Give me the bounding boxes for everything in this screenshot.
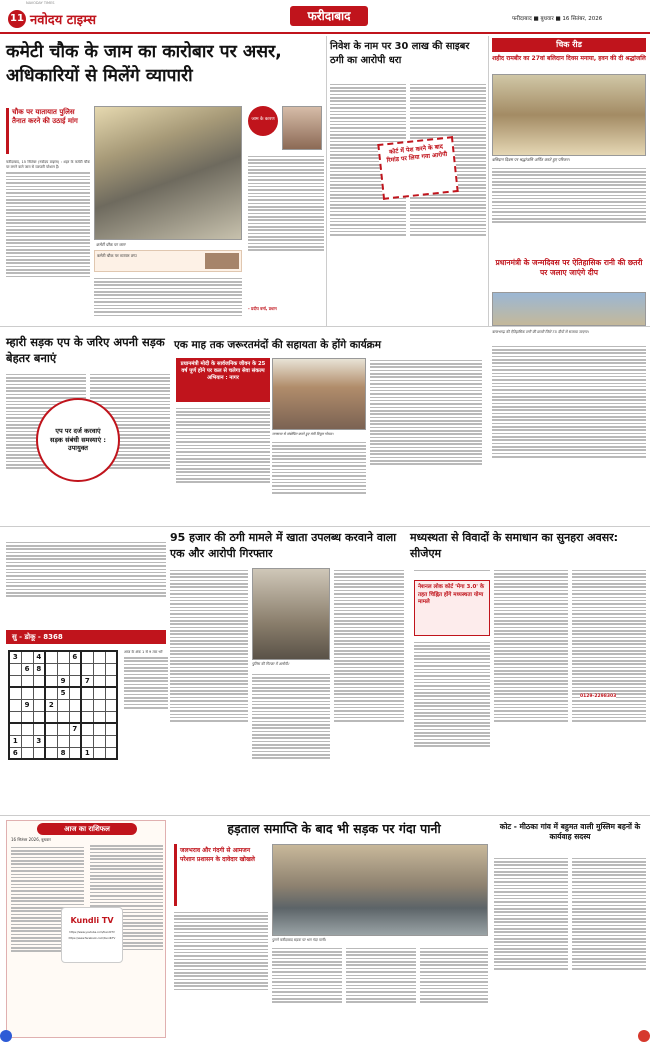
sudoku-cell: [93, 723, 105, 735]
sudoku-cell: [105, 699, 117, 711]
mediation-box-text: नेशनल लोक कोर्ट 'मेगा 3.0' के तहत चिह्नित होंगे मध्यस्थता योग्य मामले: [418, 584, 485, 605]
sudoku-row: [9, 711, 117, 723]
sudoku-cell: [33, 675, 45, 687]
checkread-caption2: बल्लभगढ़ की ऐतिहासिक रानी की छतरी जिसे 75 दीपों से सजाया जाएगा।: [492, 330, 589, 334]
sudoku-cell: [9, 723, 21, 735]
aid-headline: एक माह तक जरूरतमंदों की सहायता के होंगे कार्यक्रम: [174, 339, 381, 351]
kot-text-col2: [572, 856, 646, 1038]
sudoku-cell: [9, 699, 21, 711]
sudoku-cell: [33, 723, 45, 735]
aid-caption: जनसभा से संबोधित करते हुए मंत्री विपुल गोयल।: [272, 432, 334, 436]
sudoku-cell: [45, 651, 57, 663]
sudoku-cell: [93, 711, 105, 723]
sudoku-cell: 3: [9, 651, 21, 663]
sudoku-cell: [57, 711, 69, 723]
scam-photo: [252, 568, 330, 660]
fraud-callout-text: कोर्ट में पेश करने के बाद रिमांड पर लिया गया आरोपी: [386, 143, 448, 165]
sudoku-row: [9, 663, 117, 675]
left-low-text: [6, 540, 166, 628]
sudoku-cell: [105, 651, 117, 663]
sudoku-cell: 7: [81, 675, 93, 687]
city-badge: फरीदाबाद: [290, 6, 368, 26]
sudoku-cell: 6: [9, 747, 21, 759]
sudoku-cell: [21, 711, 33, 723]
strike-text-col3: [346, 946, 416, 1038]
brand-name: नवोदय टाइम्स: [30, 13, 97, 28]
scam-caption: पुलिस की गिरफ्त में आरोपी।: [252, 662, 290, 666]
scam-text-col3: [334, 568, 404, 808]
sudoku-cell: [21, 687, 33, 699]
scam-text-col1: [170, 568, 248, 808]
checkread-text2: [492, 344, 646, 522]
quote-name: - प्रदीप वर्मा, प्रधान: [248, 306, 277, 311]
strike-box: [174, 844, 268, 906]
sudoku-cell: 1: [9, 735, 21, 747]
scam-text-col2: [252, 672, 330, 808]
strike-headline: हड़ताल समाप्ति के बाद भी सड़क पर गंदा पानी: [227, 821, 441, 836]
sudoku-cell: [9, 687, 21, 699]
lead-inset-text: कमेटी चौक पर व्यापार ठप्प: [97, 253, 137, 258]
sudoku-row: [9, 651, 117, 663]
sudoku-cell: [81, 663, 93, 675]
sudoku-cell: [81, 651, 93, 663]
sudoku-cell: [69, 699, 81, 711]
sudoku-cell: [33, 687, 45, 699]
sudoku-cell: [105, 723, 117, 735]
sudoku-cell: [81, 699, 93, 711]
sudoku-cell: [93, 735, 105, 747]
sudoku-cell: 6: [21, 663, 33, 675]
lead-inset-box: [94, 250, 242, 272]
sudoku-cell: [105, 711, 117, 723]
sudoku-cell: [45, 723, 57, 735]
sudoku-row: [9, 735, 117, 747]
sudoku-cell: [69, 711, 81, 723]
kundli-logo: Kundli TV: [70, 916, 114, 925]
mediation-text-col1: [414, 568, 490, 578]
sudoku-grid: [8, 650, 118, 760]
sudoku-cell: [9, 675, 21, 687]
mediation-text-col1b: [414, 640, 490, 808]
sudoku-cell: [9, 663, 21, 675]
sudoku-cell: [93, 651, 105, 663]
sudoku-cell: [45, 747, 57, 759]
fraud-callout: [377, 136, 458, 200]
sudoku-cell: [81, 711, 93, 723]
sudoku-cell: [21, 747, 33, 759]
sudoku-row: [9, 687, 117, 699]
mediation-box: [414, 580, 490, 636]
lead-text-col1: फरीदाबाद, 15 सितंबर (नवोदय टाइम्स) : शहर के कमेटी चौक पर लगने वाले जाम से व्यापारी परेशान हैं।: [6, 160, 90, 322]
page-number: 11: [8, 10, 26, 28]
sudoku-cell: [93, 675, 105, 687]
sudoku-cell: [21, 723, 33, 735]
sudoku-cell: [45, 663, 57, 675]
sudoku-cell: [105, 735, 117, 747]
road-circle: [36, 398, 120, 482]
sudoku-cell: [45, 675, 57, 687]
road-headline: म्हारी सड़क एप के जरिए अपनी सड़क बेहतर बनाएं: [6, 335, 165, 365]
sudoku-cell: [105, 747, 117, 759]
mediation-phone: 0129-2298303: [580, 694, 617, 699]
checkread-sub: शहीद रामबीर का 27वां बलिदान दिवस मनाया, हवन की दी श्रद्धांजलि: [492, 55, 646, 62]
aid-text-col1: [176, 406, 270, 522]
lead-side-title: [6, 108, 90, 154]
sudoku-row: [9, 675, 117, 687]
fraud-text-col2: [410, 82, 486, 322]
aid-photo: [272, 358, 366, 430]
scam-headline: 95 हजार की ठगी मामले में खाता उपलब्ध करवाने वाला एक और आरोपी गिरफ्तार: [170, 531, 397, 560]
kot-text-col1: [494, 856, 568, 1038]
sudoku-row: [9, 747, 117, 759]
horoscope-date: 16 सितंबर 2026, बुधवार: [11, 837, 51, 842]
sudoku-cell: 7: [69, 723, 81, 735]
checkread-text: [492, 166, 646, 254]
sudoku-cell: [57, 735, 69, 747]
aid-box-text: प्रधानमंत्री मोदी के सार्वजनिक जीवन के 25 वर्ष पूर्ण होने पर कल से चलेगा सेवा संकल्प अभियान : नागर: [180, 361, 266, 381]
sudoku-cell: [57, 699, 69, 711]
kundli-ad[interactable]: [61, 907, 123, 963]
horoscope-panel: [6, 820, 166, 1038]
sudoku-cell: [93, 687, 105, 699]
sudoku-row: [9, 723, 117, 735]
sudoku-cell: [69, 687, 81, 699]
sudoku-cell: [93, 663, 105, 675]
sudoku-grid-wrap: [8, 650, 118, 760]
divider: [326, 36, 327, 326]
sudoku-cell: 1: [81, 747, 93, 759]
fraud-text-col1: [330, 82, 406, 322]
checkread-photo: [492, 74, 646, 156]
divider: [0, 326, 650, 327]
lead-inset-photo: [205, 253, 239, 269]
sudoku-cell: [69, 735, 81, 747]
divider: [0, 526, 650, 527]
strike-box-text: जलभराव और गंदगी से आमजन परेशान प्रशासन के दावेदार खोखले: [180, 847, 255, 863]
mediation-text-col3: [572, 568, 646, 808]
quote-badge: जाम के कारण: [248, 106, 278, 136]
sudoku-cell: [105, 675, 117, 687]
strike-text-col4: [420, 946, 488, 1038]
sudoku-cell: [21, 651, 33, 663]
sudoku-cell: [93, 699, 105, 711]
road-circle-text: एप पर दर्ज करवाएं सड़क संबंधी समस्याएं : उपायुक्त: [50, 427, 106, 453]
sudoku-cell: [105, 687, 117, 699]
sudoku-cell: [69, 663, 81, 675]
date-line: फरीदाबाद ■ बुधवार ■ 16 सितंबर, 2026: [512, 16, 603, 22]
lead-side-title-text: चौक पर यातायात पुलिस तैनात करने की उठाई मांग: [12, 108, 78, 125]
sudoku-cell: [45, 687, 57, 699]
strike-photo: [272, 844, 488, 936]
sudoku-cell: 4: [33, 651, 45, 663]
sudoku-cell: [9, 711, 21, 723]
sudoku-cell: 2: [45, 699, 57, 711]
checkread-label: चिक रीड: [492, 38, 646, 52]
quote-block: [248, 106, 324, 322]
divider: [0, 815, 650, 816]
sudoku-cell: [33, 711, 45, 723]
sudoku-cell: [69, 747, 81, 759]
sudoku-cell: 6: [69, 651, 81, 663]
kundli-youtube: https://www.youtube.com/KundliTV: [69, 931, 115, 934]
sudoku-cell: [57, 723, 69, 735]
lead-headline: कमेटी चौक के जाम का कारोबार पर असर, अधिकारियों से मिलेंगे व्यापारी: [6, 42, 282, 86]
sudoku-cell: [21, 735, 33, 747]
strike-caption: पुराने फरीदाबाद सड़क पर भरा गंदा पानी।: [272, 938, 326, 942]
sudoku-cell: [81, 687, 93, 699]
sudoku-cell: [33, 699, 45, 711]
sudoku-cell: 3: [33, 735, 45, 747]
fraud-headline: निवेश के नाम पर 30 लाख की साइबर ठगी का आरोपी धरा: [330, 41, 470, 66]
sudoku-label: सु - डोकू - 8368: [6, 630, 166, 644]
sudoku-cell: [45, 711, 57, 723]
strike-text-col1: [174, 910, 268, 1038]
divider: [488, 36, 489, 326]
sudoku-cell: [81, 723, 93, 735]
lead-photo: [94, 106, 242, 240]
sudoku-cell: [57, 651, 69, 663]
sudoku-cell: [45, 735, 57, 747]
horoscope-title: आज का राशिफल: [37, 823, 137, 835]
sudoku-cell: 5: [57, 687, 69, 699]
sudoku-row: [9, 699, 117, 711]
sudoku-hint-text: आज के अंक 1 से 9 तक भरें: [124, 650, 168, 800]
sudoku-cell: [57, 663, 69, 675]
sudoku-cell: [33, 747, 45, 759]
aid-box: [176, 358, 270, 402]
sudoku-cell: [105, 663, 117, 675]
checkread-headline2: प्रधानमंत्री के जन्मदिवस पर ऐतिहासिक रानी की छतरी पर जलाए जाएंगे दीप: [495, 258, 643, 277]
mediation-text-col2: [494, 568, 568, 808]
checkread-caption: बलिदान दिवस पर श्रद्धांजलि अर्पित करते हुए परिजन।: [492, 157, 570, 162]
sudoku-cell: 8: [33, 663, 45, 675]
sudoku-cell: 8: [57, 747, 69, 759]
lead-photo-caption: कमेटी चौक पर जाम: [96, 242, 126, 247]
sudoku-cell: 9: [57, 675, 69, 687]
mediation-headline: मध्यस्थता से विवादों के समाधान का सुनहरा अवसर: सीजेएम: [410, 531, 619, 560]
aid-text-col3: [370, 358, 482, 522]
aid-text-col2: [272, 440, 366, 522]
registration-mark-right: [638, 1030, 650, 1042]
strike-text-col2: [272, 946, 342, 1038]
registration-mark-left: [0, 1030, 12, 1042]
tiny-top: NAVODAY TIMES: [26, 1, 55, 5]
header-bar: [0, 0, 650, 34]
kot-headline: कोट - मीठका गांव में बहुमत वाली मुस्लिम बहनों के कार्यवाह सदस्य: [499, 822, 641, 841]
sudoku-cell: [81, 735, 93, 747]
checkread-photo2: [492, 292, 646, 326]
sudoku-cell: [69, 675, 81, 687]
sudoku-cell: 9: [21, 699, 33, 711]
kundli-facebook: https://www.facebook.com/KundliTV: [68, 937, 116, 940]
sudoku-cell: [93, 747, 105, 759]
quote-portrait: [282, 106, 322, 150]
quote-text: [248, 154, 324, 304]
sudoku-cell: [21, 675, 33, 687]
lead-text-col2: [94, 276, 242, 322]
